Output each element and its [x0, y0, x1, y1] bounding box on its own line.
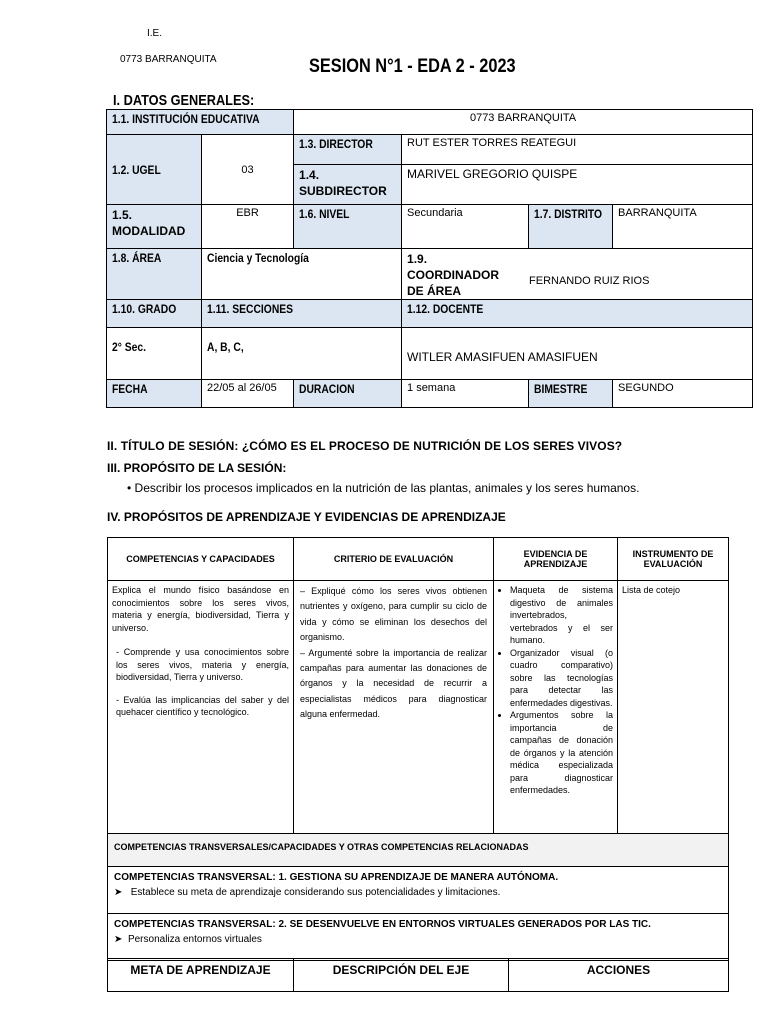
acciones-col: ACCIONES: [509, 959, 729, 992]
coordinador-label: 1.9. COORDINADOR DE ÁREA: [407, 252, 500, 298]
section-3-heading: III. PROPÓSITO DE LA SESIÓN:: [107, 461, 287, 475]
col-criterio: CRITERIO DE EVALUACIÓN: [294, 538, 494, 581]
modalidad-label: 1.5. MODALIDAD: [107, 205, 202, 249]
section-3-bullet: • Describir los procesos implicados en la nutrición de las plantas, animales y los seres humanos.: [127, 481, 640, 495]
docente-value: WITLER AMASIFUEN AMASIFUEN: [402, 328, 753, 380]
nivel-value: Secundaria: [402, 205, 529, 249]
ie-label: I.E.: [147, 28, 163, 39]
bimestre-value: SEGUNDO: [613, 380, 753, 408]
bimestre-label: BIMESTRE: [529, 380, 613, 408]
competencias-cell: [108, 581, 294, 834]
propositos-table: [107, 537, 729, 961]
section-4-heading: IV. PROPÓSITOS DE APRENDIZAJE Y EVIDENCIAS DE APRENDIZAJE: [107, 510, 506, 524]
institucion-value: 0773 BARRANQUITA: [294, 110, 753, 135]
col-instrumento: INSTRUMENTO DE EVALUACIÓN: [618, 538, 729, 581]
distrito-label: 1.7. DISTRITO: [529, 205, 613, 249]
datos-generales-table: [106, 109, 753, 408]
transversal-1-title: COMPETENCIAS TRANSVERSAL: 1. GESTIONA SU APRENDIZAJE DE MANERA AUTÓNOMA.: [114, 872, 559, 883]
competencia-item: Explica el mundo físico basándose en conocimientos sobre los seres vivos, materia y energía, biodiversidad, Tierra y universo.: [112, 585, 289, 633]
fecha-value: 22/05 al 26/05: [202, 380, 294, 408]
competencia-item: - Comprende y usa conocimientos sobre los seres vivos, materia y energía, biodiversidad, Tierra y universo.: [116, 647, 289, 682]
transversal-1: [108, 867, 729, 914]
evidencia-item: • Argumentos sobre la importancia de campañas de donación de órganos y la atención médica especializada para diagnosticar enfermedades.: [510, 709, 613, 797]
secciones-value: A, B, C,: [202, 328, 402, 380]
grado-label: 1.10. GRADO: [107, 300, 202, 328]
page-title: SESION N°1 - EDA 2 - 2023: [309, 56, 516, 77]
meta-table: [107, 958, 729, 992]
col-evidencia: EVIDENCIA DE APRENDIZAJE: [494, 538, 618, 581]
section-1-heading: I. DATOS GENERALES:: [113, 92, 255, 109]
arrow-icon: ➤: [114, 934, 123, 945]
director-value: RUT ESTER TORRES REATEGUI: [402, 135, 753, 165]
secciones-label: 1.11. SECCIONES: [202, 300, 402, 328]
criterio-item: – Argumenté sobre la importancia de realizar campañas para aumentar las donaciones de órganos y la necesidad de recurrir a especialistas médicos para diagnosticar alguna enfermedad.: [300, 647, 487, 720]
subdirector-label: 1.4. SUBDIRECTOR: [294, 165, 402, 205]
criterios-cell: [294, 581, 494, 834]
transversal-2-item: ➤ Personaliza entornos virtuales: [114, 934, 262, 945]
ie-name: 0773 BARRANQUITA: [120, 54, 217, 65]
docente-label: 1.12. DOCENTE: [402, 300, 753, 328]
meta-col: META DE APRENDIZAJE: [108, 959, 294, 992]
duracion-label: DURACION: [294, 380, 402, 408]
distrito-value: BARRANQUITA: [613, 205, 753, 249]
coordinador-cell: [402, 249, 753, 300]
fecha-label: FECHA: [107, 380, 202, 408]
arrow-icon: ➤: [114, 887, 123, 898]
instrumento-cell: Lista de cotejo: [618, 581, 729, 834]
evidencia-item: • Organizador visual (o cuadro comparativo) sobre las tecnologías para detectar las enfermedades digestivas.: [510, 647, 613, 710]
section-2-heading: II. TÍTULO DE SESIÓN: ¿CÓMO ES EL PROCESO DE NUTRICIÓN DE LOS SERES VIVOS?: [107, 439, 623, 453]
descripcion-col: DESCRIPCIÓN DEL EJE: [294, 959, 509, 992]
duracion-value: 1 semana: [402, 380, 529, 408]
evidencia-item: • Maqueta de sistema digestivo de animales invertebrados, vertebrados y el ser humano.: [510, 584, 613, 647]
criterio-item: – Expliqué cómo los seres vivos obtienen nutrientes y oxígeno, para cumplir su ciclo de vida y cómo se eliminan los desechos del organismo.: [300, 586, 487, 643]
area-label: 1.8. ÁREA: [107, 249, 202, 300]
transversal-1-item: ➤ Establece su meta de aprendizaje considerando sus potencialidades y limitaciones.: [114, 887, 501, 898]
evidencias-cell: [494, 581, 618, 834]
col-competencias: COMPETENCIAS Y CAPACIDADES: [108, 538, 294, 581]
transversal-2: [108, 914, 729, 961]
transversales-heading: COMPETENCIAS TRANSVERSALES/CAPACIDADES Y OTRAS COMPETENCIAS RELACIONADAS: [108, 834, 729, 867]
coordinador-value: FERNANDO RUIZ RIOS: [529, 275, 650, 287]
ugel-value: 03: [202, 135, 294, 205]
director-label: 1.3. DIRECTOR: [294, 135, 402, 165]
area-value: Ciencia y Tecnología: [202, 249, 402, 300]
grado-value: 2° Sec.: [107, 328, 202, 380]
institucion-label: 1.1. INSTITUCIÓN EDUCATIVA: [107, 110, 294, 135]
ugel-label: 1.2. UGEL: [107, 135, 202, 205]
subdirector-value: MARIVEL GREGORIO QUISPE: [402, 165, 753, 205]
nivel-label: 1.6. NIVEL: [294, 205, 402, 249]
modalidad-value: EBR: [202, 205, 294, 249]
competencia-item: - Evalúa las implicancias del saber y del quehacer científico y tecnológico.: [116, 694, 289, 717]
transversal-2-title: COMPETENCIAS TRANSVERSAL: 2. SE DESENVUELVE EN ENTORNOS VIRTUALES GENERADOS POR LAS TIC.: [114, 919, 651, 930]
